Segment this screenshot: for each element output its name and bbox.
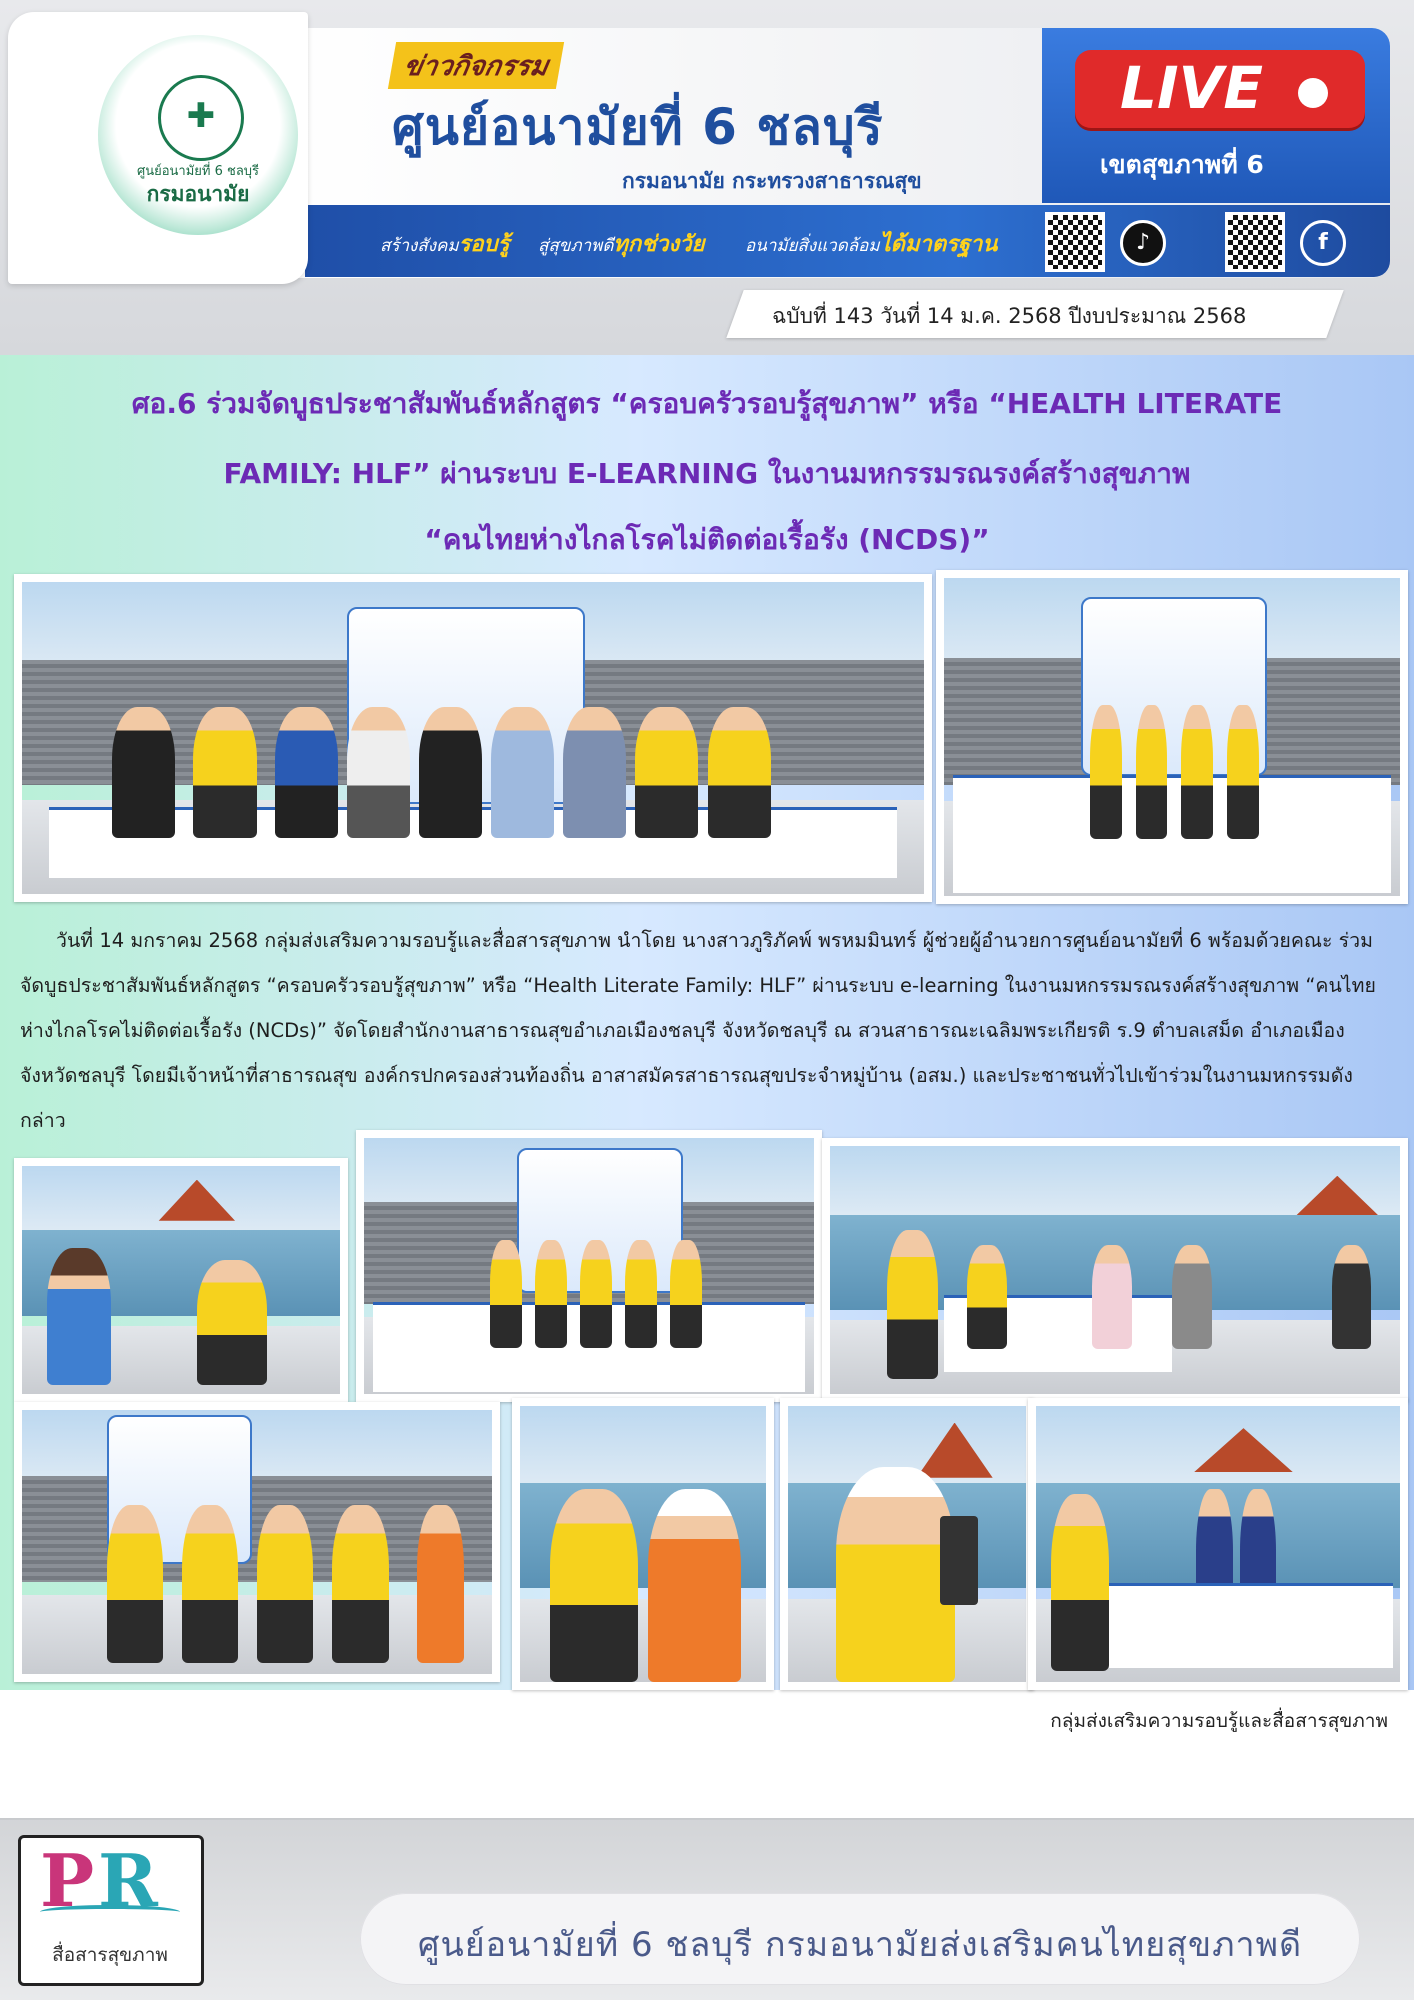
photo-visitors-phone[interactable] [512, 1398, 774, 1690]
pr-logo-r: R [98, 1838, 158, 1923]
ministry-emblem-icon: ✚ [158, 75, 244, 161]
tiktok-icon[interactable]: ♪ [1120, 220, 1166, 266]
slogan-2-emphasis: ทุกช่วงวัย [613, 232, 705, 257]
photo-lakeside-visitors[interactable] [14, 1158, 348, 1402]
pr-swoosh-icon [40, 1905, 180, 1919]
slogan-2 [538, 226, 704, 261]
slogan-1 [380, 226, 509, 261]
slogan-3 [745, 226, 997, 261]
headline-line-1: ศอ.6 ร่วมจัดบูธประชาสัมพันธ์หลักสูตร “ครอบครัวรอบรู้สุขภาพ” หรือ “HEALTH LITERATE [131, 387, 1283, 420]
photo-group-booth[interactable] [14, 574, 932, 902]
photo-visitors-umbrellas[interactable] [822, 1138, 1408, 1402]
logo-center-name: ศูนย์อนามัยที่ 6 ชลบุรี [136, 164, 260, 179]
headline-line-2: FAMILY: HLF” ผ่านระบบ E-LEARNING ในงานมหกรรมรณรงค์สร้างสุขภาพ [223, 457, 1191, 490]
facebook-qr-code[interactable] [1225, 212, 1285, 272]
pr-logo-p: P [40, 1838, 95, 1923]
live-dot-icon [1298, 78, 1328, 108]
health-region-label: เขตสุขภาพที่ 6 [1100, 150, 1264, 179]
pr-logo-label: สื่อสารสุขภาพ [52, 1944, 168, 1966]
slogan-3-prefix: อนามัยสิ่งแวดล้อม [745, 236, 880, 256]
photo-lakeside-booth[interactable] [1028, 1398, 1408, 1690]
facebook-icon[interactable]: f [1300, 220, 1346, 266]
credit-line: กลุ่มส่งเสริมความรอบรู้และสื่อสารสุขภาพ [1050, 1710, 1388, 1732]
page-title: ศูนย์อนามัยที่ 6 ชลบุรี [392, 98, 884, 156]
photo-booth-team[interactable] [356, 1130, 822, 1402]
tiktok-qr-code[interactable] [1045, 212, 1105, 272]
headline-line-3: “คนไทยห่างไกลโรคไม่ติดต่อเรื้อรัง (NCDS)” [424, 523, 990, 556]
slogan-3-emphasis: ได้มาตรฐาน [879, 232, 998, 257]
slogan-2-prefix: สู่สุขภาพดี [538, 236, 614, 256]
article-body [20, 918, 1394, 1143]
footer-slogan: ศูนย์อนามัยที่ 6 ชลบุรี กรมอนามัยส่งเสริมคนไทยสุขภาพดี [417, 1925, 1303, 1965]
live-label: LIVE [1120, 54, 1264, 122]
issue-info: ฉบับที่ 143 วันที่ 14 ม.ค. 2568 ปีงบประมาณ 2568 [772, 304, 1247, 328]
news-tag: ข่าวกิจกรรม [388, 42, 564, 89]
photo-booth-staff[interactable] [936, 570, 1408, 904]
slogan-1-emphasis: รอบรู้ [458, 232, 510, 257]
photo-staff-thumbs-up[interactable] [14, 1402, 500, 1682]
page-subtitle: กรมอนามัย กระทรวงสาธารณสุข [622, 169, 922, 193]
photo-visitor-smartphone[interactable] [780, 1398, 1034, 1690]
article-paragraph: วันที่ 14 มกราคม 2568 กลุ่มส่งเสริมความรอบรู้และสื่อสารสุขภาพ นำโดย นางสาวภูริภัคพ์ พรหมมินทร์ ผู้ช่วยผู้อำนวยการศูนย์อนามัยที่ 6 พร้อมด้วยคณะ ร่วมจัดบูธประชาสัมพันธ์หลักสูตร “ครอบครัวรอบรู้สุขภาพ” หรือ “Health Literate Family: HLF” ผ่านระบบ e-learning ในงานมหกรรมรณรงค์สร้างสุขภาพ “คนไทยห่างไกลโรคไม่ติดต่อเรื้อรัง (NCDs)” จัดโดยสำนักงานสาธารณสุขอำเภอเมืองชลบุรี จังหวัดชลบุรี ณ สวนสาธารณะเฉลิมพระเกียรติ ร.9 ตำบลเสม็ด อำเภอเมือง จังหวัดชลบุรี โดยมีเจ้าหน้าที่สาธารณสุข องค์กรปกครองส่วนท้องถิ่น อาสาสมัครสาธารณสุขประจำหมู่บ้าน (อสม.) และประชาชนทั่วไปเข้าร่วมในงานมหกรรมดังกล่าว [20, 929, 1376, 1132]
torn-paper-edge [0, 1738, 1414, 1818]
logo-department-name: กรมอนามัย [146, 182, 250, 206]
slogan-1-prefix: สร้างสังคม [380, 236, 459, 256]
